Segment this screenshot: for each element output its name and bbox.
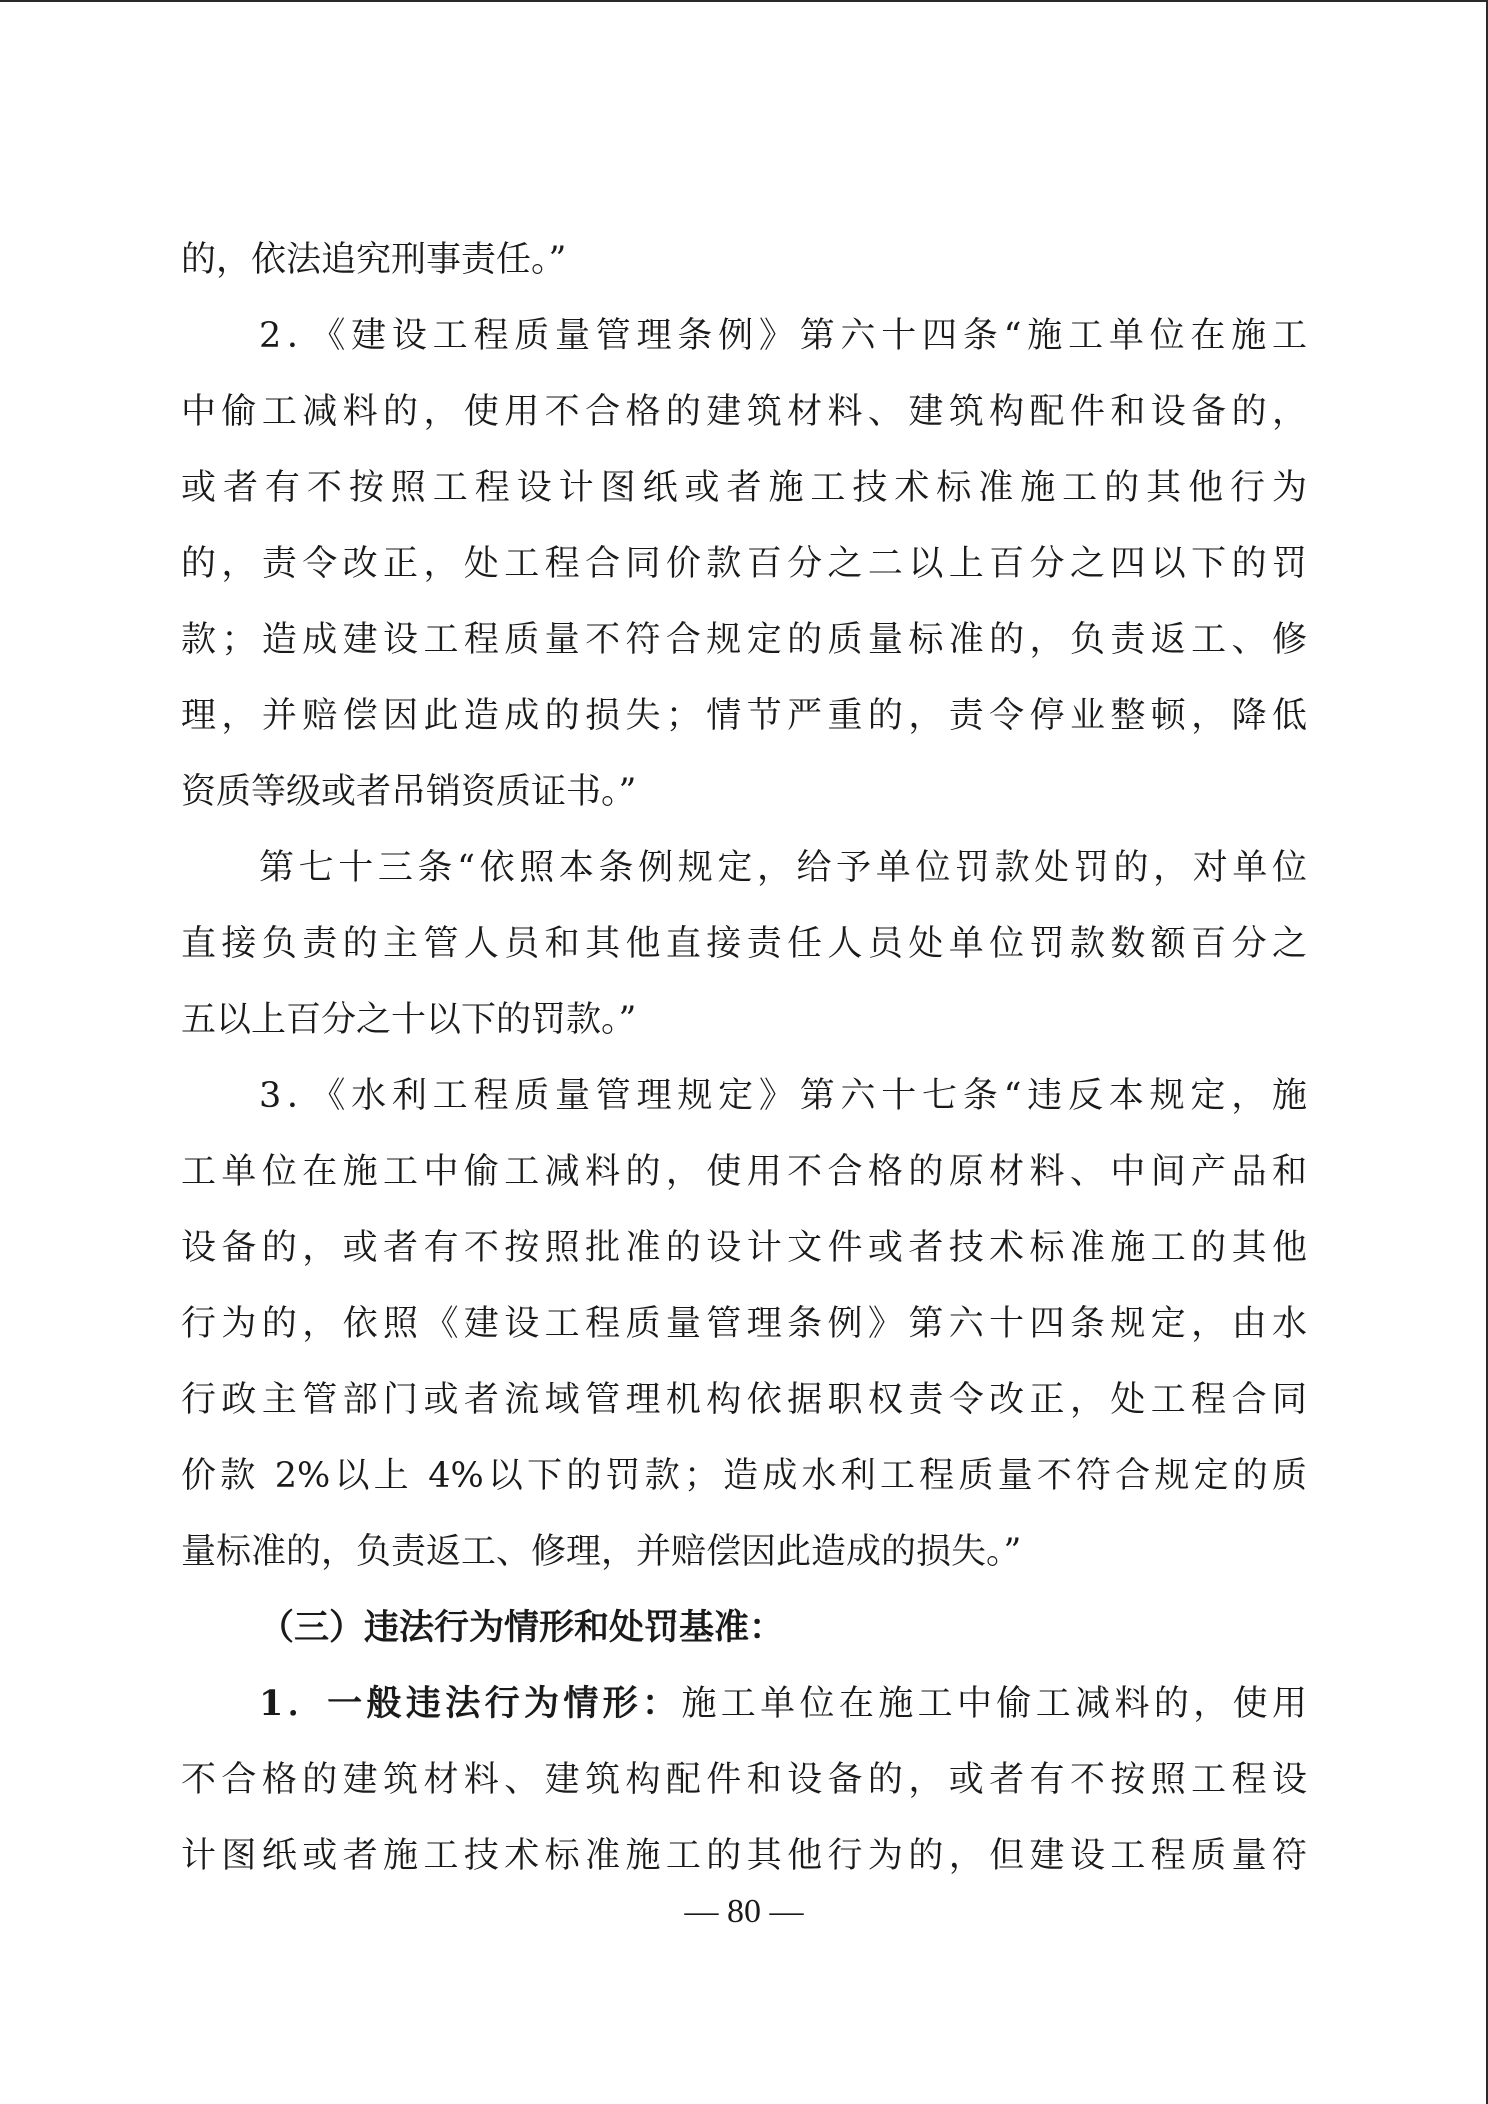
text-line: 不合格的建筑材料、建筑构配件和设备的，或者有不按照工程设 — [181, 1760, 1307, 1800]
text-line: 直接负责的主管人员和其他直接责任人员处单位罚款数额百分之 — [181, 924, 1307, 964]
text-line: 的，依法追究刑事责任。” — [181, 240, 567, 280]
page-number: — 80 — — [684, 1893, 804, 1930]
text-line: 资质等级或者吊销资质证书。” — [181, 772, 637, 812]
item1-label: 1．一般违法行为情形： — [259, 1683, 682, 1724]
text-line: 五以上百分之十以下的罚款。” — [181, 1000, 637, 1040]
text-line: 理，并赔偿因此造成的损失；情节严重的，责令停业整顿，降低 — [181, 696, 1307, 736]
text-line: 工单位在施工中偷工减料的，使用不合格的原材料、中间产品和 — [181, 1152, 1307, 1192]
text-line: 款；造成建设工程质量不符合规定的质量标准的，负责返工、修 — [181, 620, 1307, 660]
text-line: 行政主管部门或者流域管理机构依据职权责令改正，处工程合同 — [181, 1380, 1307, 1420]
section-heading: （三）违法行为情形和处罚基准： — [259, 1607, 785, 1648]
text-line: 第七十三条“依照本条例规定，给予单位罚款处罚的，对单位 — [259, 848, 1307, 888]
text-line: 量标准的，负责返工、修理，并赔偿因此造成的损失。” — [181, 1532, 1022, 1572]
item1-text: 施工单位在施工中偷工减料的，使用 — [681, 1684, 1307, 1724]
text-line: 3．《水利工程质量管理规定》第六十七条“违反本规定，施 — [259, 1076, 1307, 1116]
text-line: 中偷工减料的，使用不合格的建筑材料、建筑构配件和设备的， — [181, 392, 1307, 432]
text-line: 的，责令改正，处工程合同价款百分之二以上百分之四以下的罚 — [181, 544, 1307, 584]
text-line-item1 — [259, 1666, 1307, 1742]
text-line: 价款 2%以上 4%以下的罚款；造成水利工程质量不符合规定的质 — [181, 1456, 1307, 1496]
text-line: 2．《建设工程质量管理条例》第六十四条“施工单位在施工 — [259, 316, 1307, 356]
text-line: 或者有不按照工程设计图纸或者施工技术标准施工的其他行为 — [181, 468, 1307, 508]
text-line: 计图纸或者施工技术标准施工的其他行为的，但建设工程质量符 — [181, 1836, 1307, 1876]
text-line: 设备的，或者有不按照批准的设计文件或者技术标准施工的其他 — [181, 1228, 1307, 1268]
text-line: 行为的，依照《建设工程质量管理条例》第六十四条规定，由水 — [181, 1304, 1307, 1344]
